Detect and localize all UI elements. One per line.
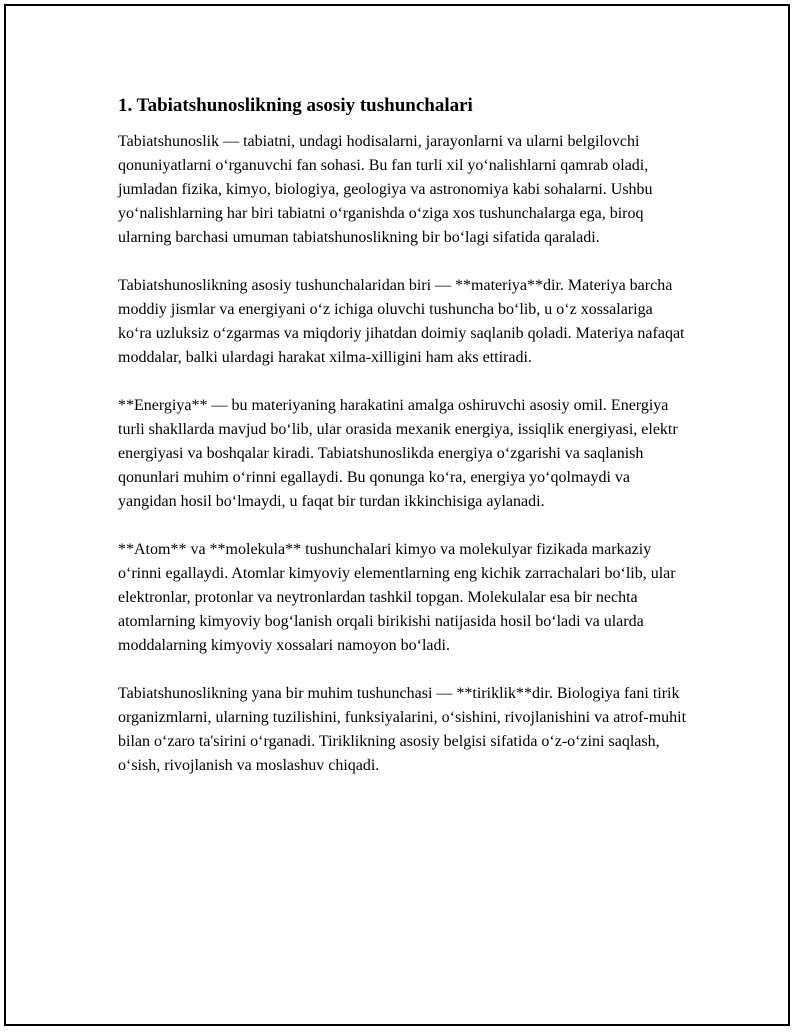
paragraph-energiya: **Energiya** — bu materiyaning harakatini amalga oshiruvchi asosiy omil. Energiya turli shakllarda mavjud bo‘lib, ular orasida mexanik energiya, issiqlik energiyasi, elektr energiyasi va boshqalar kiradi. Tabiatshunoslikda energiya o‘zgarishi va saqlanish qonunlari muhim o‘rinni egallaydi. Bu qonunga ko‘ra, energiya yo‘qolmaydi va yangidan hosil bo‘lmaydi, u faqat bir turdan ikkinchisiga aylanadi.: [118, 397, 678, 510]
paragraph-atom-molekula: **Atom** va **molekula** tushunchalari kimyo va molekulyar fizikada markaziy o‘rinni egallaydi. Atomlar kimyoviy elementlarning eng kichik zarrachalari bo‘lib, ular elektronlar, protonlar va neytronlardan tashkil topgan. Molekulalar esa bir nechta atomlarning kimyoviy bog‘lanish orqali birikishi natijasida hosil bo‘ladi va ularda moddalarning kimyoviy xossalari namoyon bo‘ladi.: [118, 541, 676, 654]
document-body: [118, 94, 688, 802]
paragraph-intro: Tabiatshunoslik — tabiatni, undagi hodisalarni, jarayonlarni va ularni belgilovchi qonuniyatlarni o‘rganuvchi fan sohasi. Bu fan turli xil yo‘nalishlarni qamrab oladi, jumladan fizika, kimyo, biologiya, geologiya va astronomiya kabi sohalarni. Ushbu yo‘nalishlarning har biri tabiatni o‘rganishda o‘ziga xos tushunchalarga ega, biroq ularning barchasi umuman tabiatshunoslikning bir bo‘lagi sifatida qaraladi.: [118, 133, 653, 246]
paragraph-tiriklik: Tabiatshunoslikning yana bir muhim tushunchasi — **tiriklik**dir. Biologiya fani tirik organizmlarni, ularning tuzilishini, funksiyalarini, o‘sishini, rivojlanishini va atrof-muhit bilan o‘zaro ta'sirini o‘rganadi. Tiriklikning asosiy belgisi sifatida o‘z-o‘zini saqlash, o‘sish, rivojlanish va moslashuv chiqadi.: [118, 685, 687, 774]
paragraph-materiya: Tabiatshunoslikning asosiy tushunchalaridan biri — **materiya**dir. Materiya barcha moddiy jismlar va energiyani o‘z ichiga oluvchi tushuncha bo‘lib, u o‘z xossalariga ko‘ra uzluksiz o‘zgarmas va miqdoriy jihatdan doimiy saqlanib qoladi. Materiya nafaqat moddalar, balki ulardagi harakat xilma-xilligini ham aks ettiradi.: [118, 277, 685, 366]
section-heading: 1. Tabiatshunoslikning asosiy tushunchalari: [118, 95, 473, 116]
